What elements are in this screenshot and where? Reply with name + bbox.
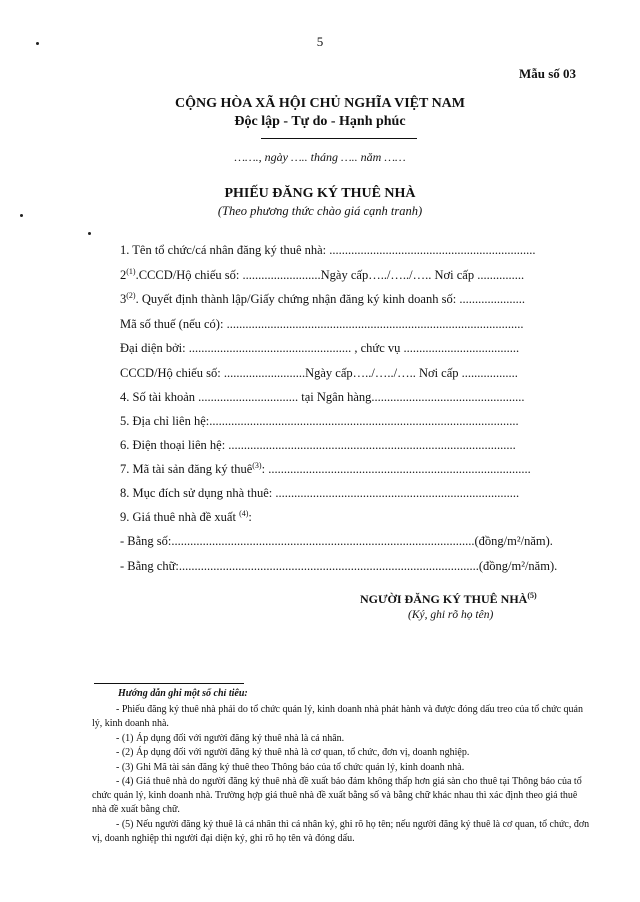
footnote-item: - (4) Giá thuê nhà do người đăng ký thuê nhà đề xuất bảo đảm không thấp hơn giá sàn cho thuê tại Thông báo của tổ chức quản lý, kinh doanh nhà. Trường hợp giá thuê nhà đề xuất bằng số và bằng chữ khác nhau thì xác định theo giá thuê nhà đề xuất bằng chữ.	[92, 776, 582, 816]
form-line: 9. Giá thuê nhà đề xuất $^{(4)}$:	[120, 508, 252, 524]
form-line: 6. Điện thoại liên hệ: ............................................................................................	[120, 438, 516, 452]
form-line: Đại diện bởi: .................................................... , chức vụ .....................................	[120, 341, 520, 355]
form-line: - Bằng số:.................................................................................................(đồng/m²/năm).	[120, 534, 553, 548]
signer-title: NGƯỜI ĐĂNG KÝ THUÊ NHÀ$^{(5)}$	[360, 591, 537, 606]
form-line: 4. Số tài khoản ................................ tại Ngân hàng.................................................	[120, 390, 525, 404]
form-line: 2$^{(1)}$.CCCD/Hộ chiếu số: .........................Ngày cấp…../…../….. Nơi cấp ...............	[120, 266, 525, 282]
form-line: - Bằng chữ:................................................................................................(đồng/m²/năm).	[120, 559, 558, 573]
motto: Độc lập - Tự do - Hạnh phúc	[234, 114, 406, 129]
footnote-item: - Phiếu đăng ký thuê nhà phải do tổ chức quản lý, kinh doanh nhà phát hành và được đóng dấu treo của tổ chức quản lý, kinh doanh nhà.	[92, 704, 583, 730]
footnote-item: - (2) Áp dụng đối với người đăng ký thuê nhà là cơ quan, tổ chức, đơn vị, doanh nghiệp.	[116, 747, 470, 758]
form-line: 1. Tên tổ chức/cá nhân đăng ký thuê nhà: ..................................................................	[120, 243, 536, 257]
form-number: Mẫu số 03	[518, 66, 576, 81]
header-divider	[261, 138, 417, 139]
footnote-heading: Hướng dẫn ghi một số chỉ tiêu:	[118, 688, 248, 699]
page-number: 5	[316, 34, 324, 49]
signer-note: (Ký, ghi rõ họ tên)	[408, 609, 494, 621]
footnote-divider	[94, 683, 244, 684]
national-title: CỘNG HÒA XÃ HỘI CHỦ NGHĨA VIỆT NAM	[174, 96, 465, 111]
form-line: Mã số thuế (nếu có): ...............................................................................................	[120, 317, 524, 331]
form-line: CCCD/Hộ chiếu số: ..........................Ngày cấp…../…../….. Nơi cấp ..................	[120, 366, 518, 380]
scan-speck	[88, 232, 91, 235]
document-subtitle: (Theo phương thức chào giá cạnh tranh)	[217, 204, 423, 218]
form-line: 3$^{(2)}$. Quyết định thành lập/Giấy chứng nhận đăng ký kinh doanh số: .....................	[120, 290, 525, 306]
form-line: 7. Mã tài sản đăng ký thuê$^{(3)}$: ....................................................................................	[120, 460, 531, 476]
date-line: ……., ngày ….. tháng ….. năm ……	[234, 150, 406, 164]
footnote-item: - (1) Áp dụng đối với người đăng ký thuê nhà là cá nhân.	[116, 733, 345, 744]
form-line: 5. Địa chỉ liên hệ:...................................................................................................	[120, 414, 519, 428]
form-line: 8. Mục đích sử dụng nhà thuê: ..............................................................................	[120, 486, 520, 500]
footnote-item: - (3) Ghi Mã tài sản đăng ký thuê theo Thông báo của tổ chức quản lý, kinh doanh nhà.	[116, 762, 465, 773]
footnote-item: - (5) Nếu người đăng ký thuê là cá nhân thì cá nhân ký, ghi rõ họ tên; nếu người đăng ký thuê là cơ quan, tổ chức, đơn vị, doanh nghiệp thì người đại diện ký, ghi rõ họ tên và đóng dấu.	[92, 819, 590, 845]
document-title: PHIẾU ĐĂNG KÝ THUÊ NHÀ	[224, 186, 416, 201]
